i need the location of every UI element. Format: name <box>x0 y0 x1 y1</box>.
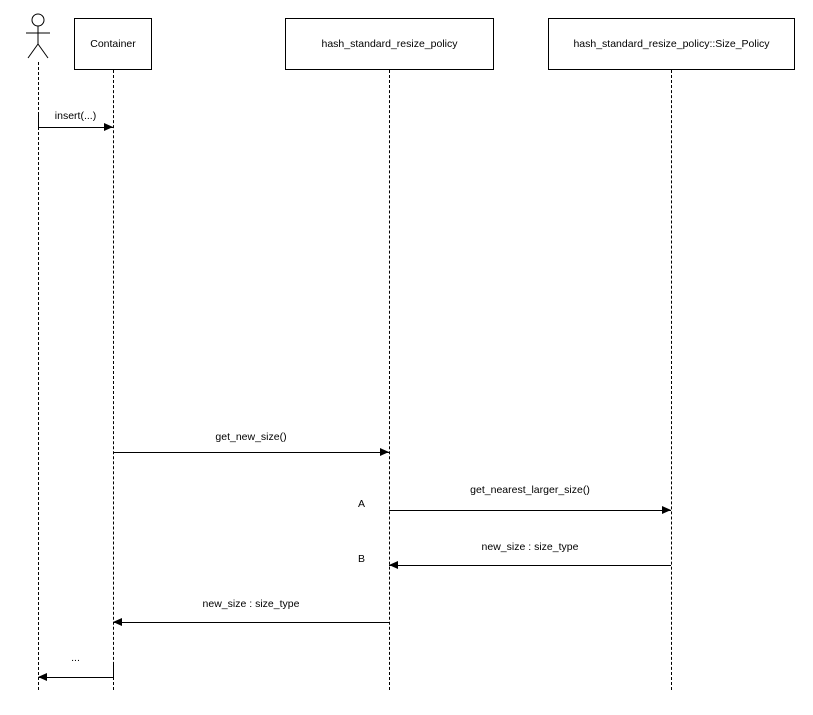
lifeline-container <box>113 70 114 690</box>
message-line-new-size-outer <box>113 622 389 623</box>
participant-container-label: Container <box>90 37 136 50</box>
message-label-get-nearest-larger-size: get_nearest_larger_size() <box>470 484 590 496</box>
message-line-ellipsis <box>38 677 113 678</box>
message-line-insert <box>38 127 113 128</box>
message-arrow-new-size-inner <box>389 561 398 569</box>
message-arrow-get-new-size <box>380 448 389 456</box>
lifeline-actor <box>38 62 39 690</box>
lifeline-size-policy <box>671 70 672 690</box>
actor-stick-figure <box>20 12 60 62</box>
participant-resize-policy <box>285 18 494 70</box>
message-arrow-get-nearest-larger-size <box>662 506 671 514</box>
message-arrow-insert <box>104 123 113 131</box>
message-stub-insert <box>38 113 39 127</box>
message-line-new-size-inner <box>389 565 671 566</box>
message-marker-a: A <box>358 498 366 510</box>
message-stub-ellipsis <box>113 663 114 677</box>
participant-size-policy-label: hash_standard_resize_policy::Size_Policy <box>573 37 770 50</box>
message-label-new-size-inner: new_size : size_type <box>481 541 579 553</box>
participant-size-policy <box>548 18 795 70</box>
message-label-get-new-size: get_new_size() <box>215 431 287 443</box>
message-line-get-new-size <box>113 452 389 453</box>
message-label-ellipsis: ... <box>71 652 80 664</box>
message-arrow-ellipsis <box>38 673 47 681</box>
message-label-insert: insert(...) <box>54 110 97 122</box>
participant-resize-policy-label: hash_standard_resize_policy <box>321 37 458 50</box>
participant-container <box>74 18 152 70</box>
lifeline-resize-policy <box>389 70 390 690</box>
message-arrow-new-size-outer <box>113 618 122 626</box>
message-line-get-nearest-larger-size <box>389 510 671 511</box>
message-label-new-size-outer: new_size : size_type <box>202 598 300 610</box>
message-marker-b: B <box>358 553 366 565</box>
